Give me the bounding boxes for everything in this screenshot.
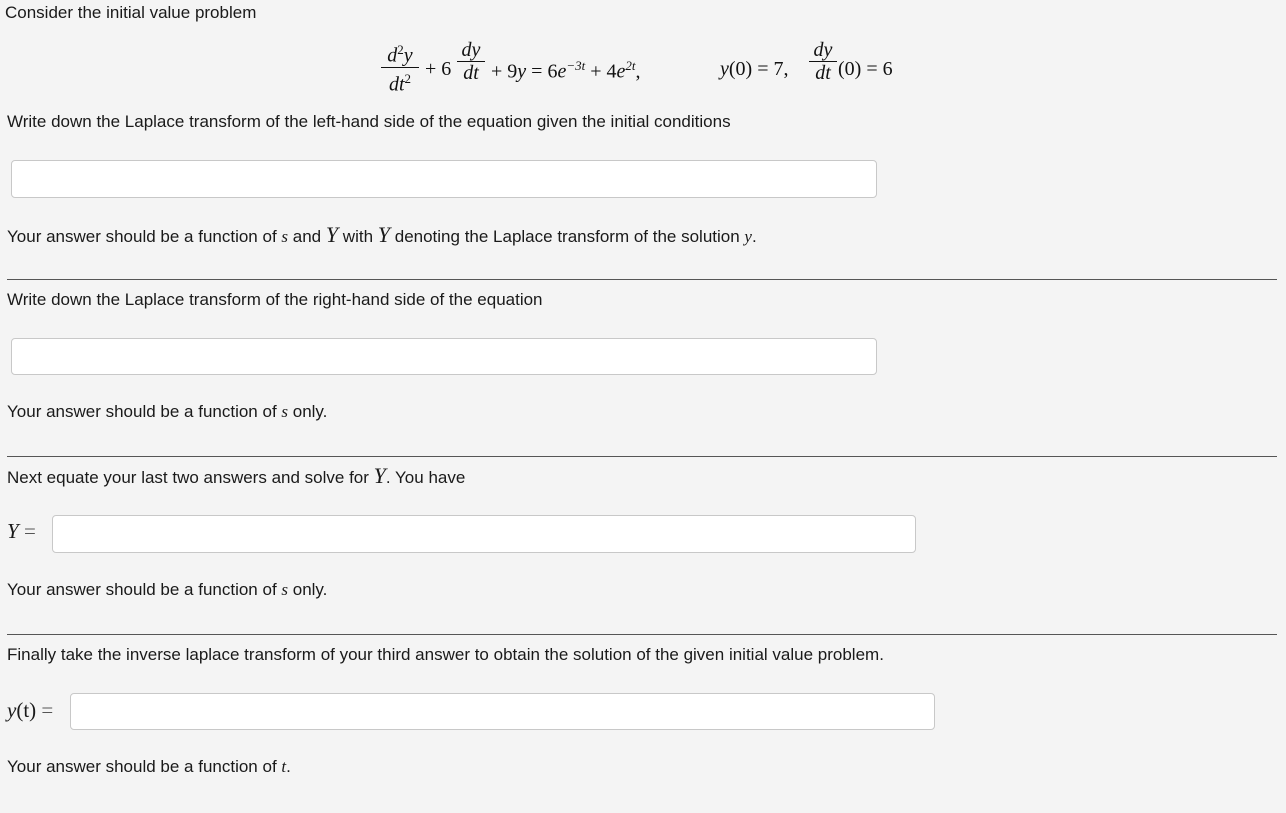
q3-hint: Your answer should be a function of s only. [7,580,328,599]
second-derivative-fraction: $d^2y$ $dt^2$ [381,40,419,94]
q4-answer-label: y(t) = [7,698,54,722]
y-solution-input[interactable] [70,693,935,730]
first-derivative-fraction: dy dt [457,40,485,83]
q4-prompt: Finally take the inverse laplace transform of your third answer to obtain the solution of the given initial value problem. [7,645,884,664]
initial-condition-2: (0) = 6 [838,58,893,80]
q1-hint: Your answer should be a function of s and Y with Y denoting the Laplace transform of the solution y. [7,222,757,247]
initial-condition-1: y(0) = 7, [720,58,789,80]
divider-3 [7,634,1277,635]
divider-1 [7,279,1277,280]
eq-plus-6: + 6 [425,58,452,80]
q4-hint: Your answer should be a function of t. [7,757,291,776]
ic-derivative-fraction: dy dt [809,40,837,83]
q2-hint: Your answer should be a function of s only. [7,402,328,421]
divider-2 [7,456,1277,457]
Y-solution-input[interactable] [52,515,916,553]
intro-text: Consider the initial value problem [5,3,257,22]
q3-prompt: Next equate your last two answers and solve for Y. You have [7,463,466,488]
q2-prompt: Write down the Laplace transform of the right-hand side of the equation [7,290,543,309]
eq-rhs: + $9y = 6e^{-3t} + 4e^{2t}$, [491,58,641,83]
q1-prompt: Write down the Laplace transform of the left-hand side of the equation given the initial conditions [7,112,731,131]
rhs-transform-input[interactable] [11,338,877,375]
lhs-transform-input[interactable] [11,160,877,198]
q3-answer-label: Y = [7,519,36,543]
